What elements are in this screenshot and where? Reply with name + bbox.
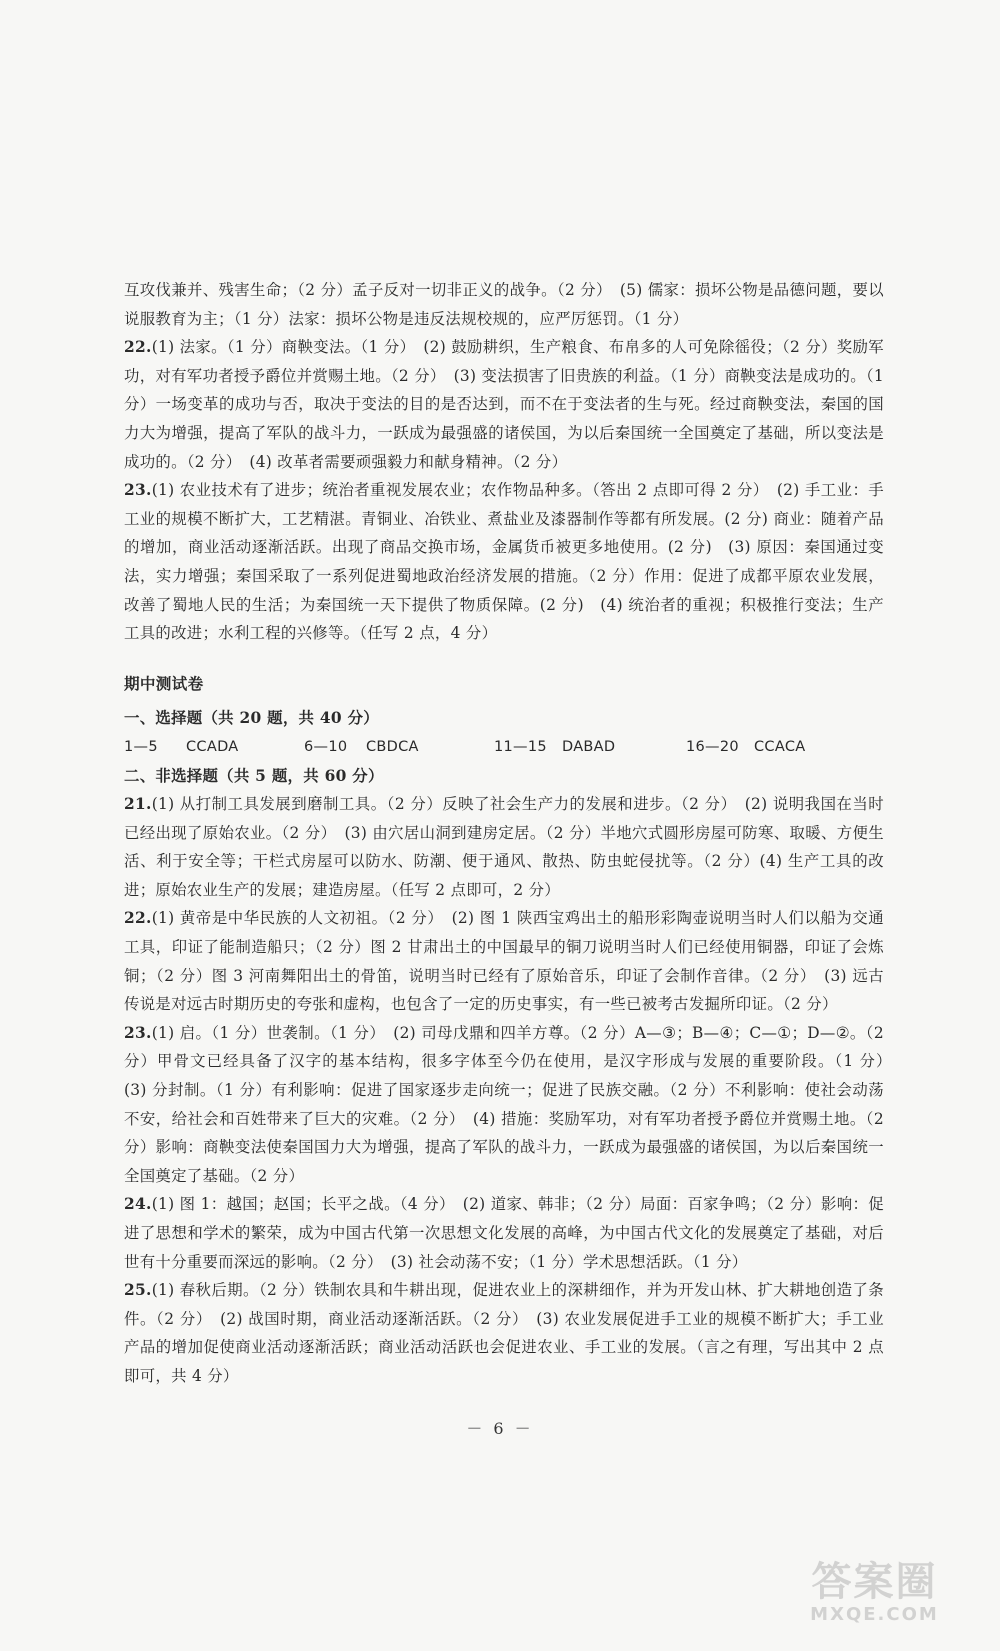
answers-exam-section xyxy=(124,790,900,1390)
watermark-logo xyxy=(787,1559,962,1629)
mc-answer: CCADA xyxy=(186,738,239,755)
answer-page xyxy=(124,276,900,1391)
watermark-text: 答案圈 xyxy=(811,1559,938,1605)
answer-paragraph: 21.(1) 从打制工具发展到磨制工具。（2 分）反映了社会生产力的发展和进步。（2 分） (2) 说明我国在当时已经出现了原始农业。（2 分） (3) 由穴居山洞到建房定居。（2 分）半地穴式圆形房屋可防寒、取暖、方便生活、利于安全等；干栏式房屋可以防水、防潮、便于通风、散热、防虫蛇侵扰等。（2 分）(4) 生产工具的改进；原始农业生产的发展；建造房屋。（任写 2 点即可，2 分） xyxy=(124,795,884,899)
answer-paragraph: 23.(1) 启。（1 分）世袭制。（1 分） (2) 司母戊鼎和四羊方尊。（2 分）A—③；B—④；C—①；D—②。（2 分）甲骨文已经具备了汉字的基本结构，很多字体至今仍在使用，是汉字形成与发展的重要阶段。（1 分） (3) 分封制。（1 分）有利影响：促进了国家逐步走向统一；促进了民族交融。（2 分）不利影响：使社会动荡不安，给社会和百姓带来了巨大的灾难。（2 分） (4) 措施：奖励军功，对有军功者授予爵位并赏赐土地。（2 分）影响：商鞅变法使秦国国力大为增强，提高了军队的战斗力，一跃成为最强盛的诸侯国，为以后秦国统一全国奠定了基础。（2 分） xyxy=(124,1023,900,1185)
answer-paragraph: 23.(1) 农业技术有了进步；统治者重视发展农业；农作物品种多。（答出 2 点即可得 2 分） (2) 手工业：手工业的规模不断扩大，工艺精湛。青铜业、冶铁业、煮盐业及漆器制作等都有所发展。(2 分) 商业：随着产品的增加，商业活动逐渐活跃。出现了商品交换市场，金属货币被更多地使用。(2 分) (3) 原因：秦国通过变法，实力增强；秦国采取了一系列促进蜀地政治经济发展的措施。（2 分）作用：促进了成都平原农业发展，改善了蜀地人民的生活；为秦国统一天下提供了物质保障。(2 分) (4) 统治者的重视；积极推行变法；生产工具的改进；水利工程的兴修等。（任写 2 点，4 分） xyxy=(124,481,884,643)
mc-answer: DABAD xyxy=(562,738,616,755)
answers-previous-section xyxy=(124,276,884,648)
answer-paragraph: 25.(1) 春秋后期。（2 分）铁制农具和牛耕出现，促进农业上的深耕细作，并为开发山林、扩大耕地创造了条件。（2 分） (2) 战国时期，商业活动逐渐活跃。（2 分） (3) 农业发展促进手工业的规模不断扩大；手工业产品的增加促使商业活动逐渐活跃；商业活动活跃也会促进农业、手工业的发展。（言之有理，写出其中 2 点即可，共 4 分） xyxy=(124,1281,884,1385)
mc-range: 11—15 xyxy=(494,738,547,755)
mc-range: 16—20 xyxy=(686,738,739,755)
watermark-url: MXQE.COM xyxy=(810,1604,939,1625)
answer-paragraph: 22.(1) 法家。（1 分）商鞅变法。（1 分） (2) 鼓励耕织，生产粮食、布帛多的人可免除徭役；（2 分）奖励军功，对有军功者授予爵位并赏赐土地。（2 分） (3) 变法损害了旧贵族的利益。（1 分）商鞅变法是成功的。（1 分）一场变革的成功与否，取决于变法的目的是否达到，而不在于变法者的生与死。经过商鞅变法，秦国的国力大为增强，提高了军队的战斗力，一跃成为最强盛的诸侯国，为以后秦国统一全国奠定了基础，所以变法是成功的。（2 分） (4) 改革者需要顽强毅力和献身精神。（2 分） xyxy=(124,338,884,471)
mc-range: 6—10 xyxy=(304,738,348,755)
answer-paragraph: 互攻伐兼并、残害生命；（2 分）孟子反对一切非正义的战争。（2 分） (5) 儒家：损坏公物是品德问题，要以说服教育为主；（1 分）法家：损坏公物是违反法规校规的，应严厉惩罚。（1 分） xyxy=(124,281,884,328)
answer-paragraph: 22.(1) 黄帝是中华民族的人文初祖。（2 分） (2) 图 1 陕西宝鸡出土的船形彩陶壶说明当时人们以船为交通工具，印证了能制造船只；（2 分）图 2 甘肃出土的中国最早的铜刀说明当时人们已经使用铜器，印证了会炼铜；（2 分）图 3 河南舞阳出土的骨笛，说明当时已经有了原始音乐，印证了会制作音律。（2 分） (3) 远古传说是对远古时期历史的夸张和虚构，也包含了一定的历史事实，有一些已被考古发掘所印证。（2 分） xyxy=(124,909,884,1014)
section-heading-non-choice: 二、非选择题（共 5 题，共 60 分） xyxy=(124,766,384,785)
mc-answer: CCACA xyxy=(754,738,806,755)
mc-answer: CBDCA xyxy=(366,738,419,755)
section-heading-choice: 一、选择题（共 20 题，共 40 分） xyxy=(124,709,379,728)
multiple-choice-answers xyxy=(124,733,884,762)
answer-paragraph: 24.(1) 图 1：越国；赵国；长平之战。（4 分） (2) 道家、韩非；（2 分）局面：百家争鸣；（2 分）影响：促进了思想和学术的繁荣，成为中国古代第一次思想文化发展的高峰，为中国古代文化的发展奠定了基础，对后世有十分重要而深远的影响。（2 分） (3) 社会动荡不安；（1 分）学术思想活跃。（1 分） xyxy=(124,1195,884,1271)
exam-title: 期中测试卷 xyxy=(124,673,204,693)
page-number: － 6 － xyxy=(466,1419,534,1438)
mc-range: 1—5 xyxy=(124,738,158,755)
